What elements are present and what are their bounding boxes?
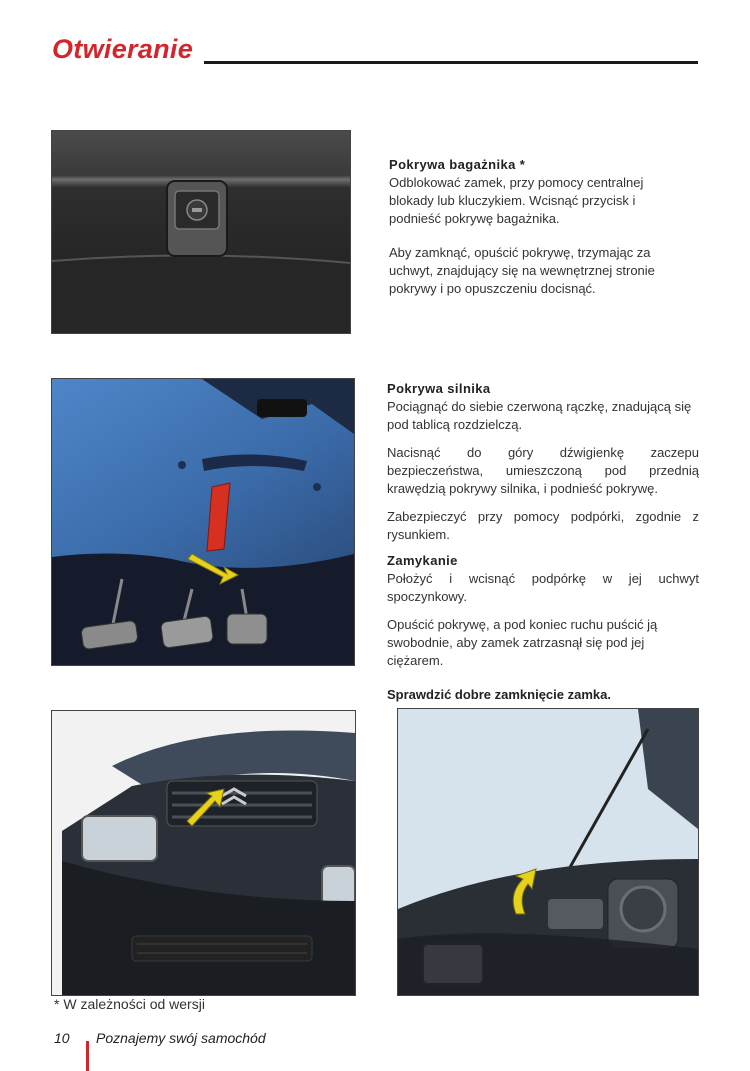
trunk-paragraph: Odblokować zamek, przy pomocy centralnej blokady lub kluczykiem. Wcisnąć przycisk i podnieść pokrywę bagażnika. <box>389 175 644 226</box>
engine-paragraph: Nacisnąć do góry dźwigienkę zaczepu bezpieczeństwa, umieszczoną pod przednią krawędzią pokrywy silnika, i podnieść pokrywę. <box>387 445 699 496</box>
closing-heading: Zamykanie <box>387 553 458 568</box>
engine-heading: Pokrywa silnika <box>387 381 491 396</box>
engine-bay-photo <box>397 708 699 996</box>
closing-paragraph: Opuścić pokrywę, a pod koniec ruchu puścić ją swobodnie, aby zamek zatrzasnął się pod jej ciężarem. <box>387 617 658 668</box>
page-number: 10 <box>54 1030 70 1046</box>
title-rule <box>204 61 698 64</box>
trunk-paragraph: Aby zamknąć, opuścić pokrywę, trzymając za uchwyt, znajdujący się na wewnętrznej stronie pokrywy i po opuszczeniu docisnąć. <box>389 245 655 296</box>
trunk-heading: Pokrywa bagażnika * <box>389 157 526 172</box>
final-note: Sprawdzić dobre zamknięcie zamka. <box>387 687 611 702</box>
footer-section-title: Poznajemy swój samochód <box>96 1030 266 1046</box>
engine-paragraph: Pociągnąć do siebie czerwoną rączkę, znadującą się pod tablicą rozdzielczą. <box>387 399 692 432</box>
page-title: Otwieranie <box>52 34 194 64</box>
engine-paragraph: Zabezpieczyć przy pomocy podpórki, zgodnie z rysunkiem. <box>387 509 699 542</box>
footnote: * W zależności od wersji <box>54 996 205 1012</box>
trunk-section <box>389 156 689 298</box>
hood-release-handle-photo <box>51 378 355 666</box>
footer-accent-bar <box>86 1041 89 1071</box>
trunk-lock-photo <box>51 130 351 334</box>
closing-paragraph: Położyć i wcisnąć podpórkę w jej uchwyt spoczynkowy. <box>387 571 699 604</box>
hood-catch-photo <box>51 710 356 996</box>
engine-section <box>387 380 699 704</box>
